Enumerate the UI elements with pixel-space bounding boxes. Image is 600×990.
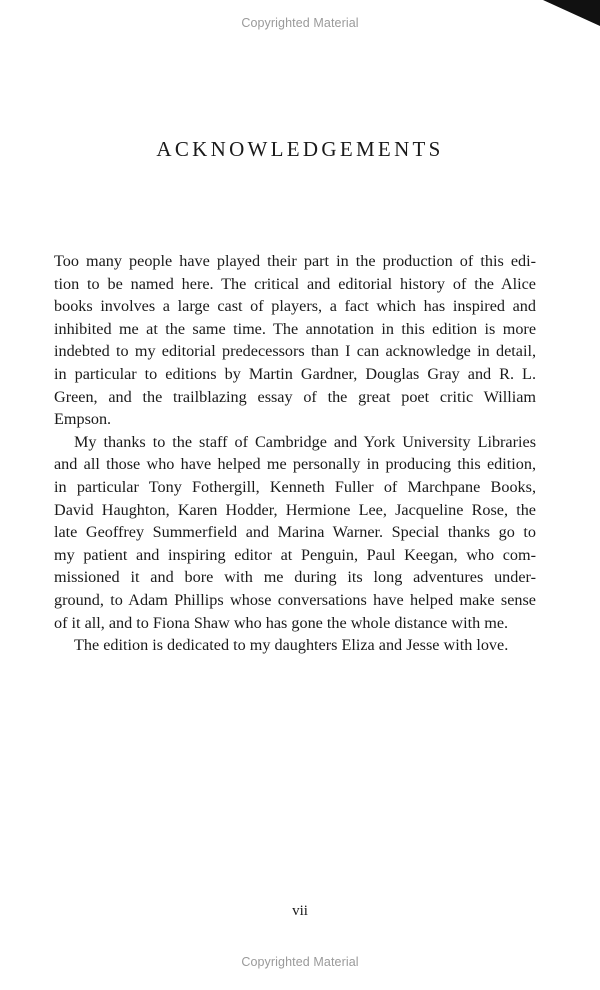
text-line: The edition is dedicated to my daughters Eliza and Jesse with love. [74, 636, 509, 655]
text-line: indebted to my editorial predecessors than I can acknowledge in detail, [54, 342, 536, 361]
paragraph-1 [54, 250, 536, 431]
copyright-watermark-bottom: Copyrighted Material [241, 955, 359, 969]
paragraph-3 [54, 634, 536, 657]
text-line: ground, to Adam Phillips whose conversations have helped make sense [54, 590, 536, 609]
page-title: ACKNOWLEDGEMENTS [156, 137, 444, 161]
text-line: Too many people have played their part in the production of this edi- [54, 252, 536, 270]
copyright-watermark-top: Copyrighted Material [241, 16, 359, 30]
text-line: My thanks to the staff of Cambridge and York University Libraries [74, 432, 536, 451]
text-line: Green, and the trailblazing essay of the great poet critic William [54, 387, 536, 406]
text-line: David Haughton, Karen Hodder, Hermione Lee, Jacqueline Rose, the [54, 500, 536, 519]
page-number: vii [292, 903, 308, 919]
paragraph-2 [54, 431, 536, 634]
text-line: and all those who have helped me personally in producing this edition, [54, 455, 536, 474]
text-line: books involves a large cast of players, a fact which has inspired and [54, 297, 536, 316]
text-line: late Geoffrey Summerfield and Marina Warner. Special thanks go to [54, 523, 536, 542]
text-line: in particular Tony Fothergill, Kenneth Fuller of Marchpane Books, [54, 477, 536, 496]
text-line: of it all, and to Fiona Shaw who has gone the whole distance with me. [54, 613, 509, 632]
acknowledgements-body [54, 250, 536, 657]
text-line: my patient and inspiring editor at Penguin, Paul Keegan, who com- [54, 545, 536, 564]
text-line: tion to be named here. The critical and editorial history of the Alice [54, 274, 536, 293]
text-line: missioned it and bore with me during its long adventures under- [54, 568, 536, 587]
page-corner-shadow [525, 0, 600, 32]
text-line: in particular to editions by Martin Gardner, Douglas Gray and R. L. [54, 364, 536, 383]
text-line: inhibited me at the same time. The annotation in this edition is more [54, 319, 536, 338]
text-line: Empson. [54, 410, 112, 429]
